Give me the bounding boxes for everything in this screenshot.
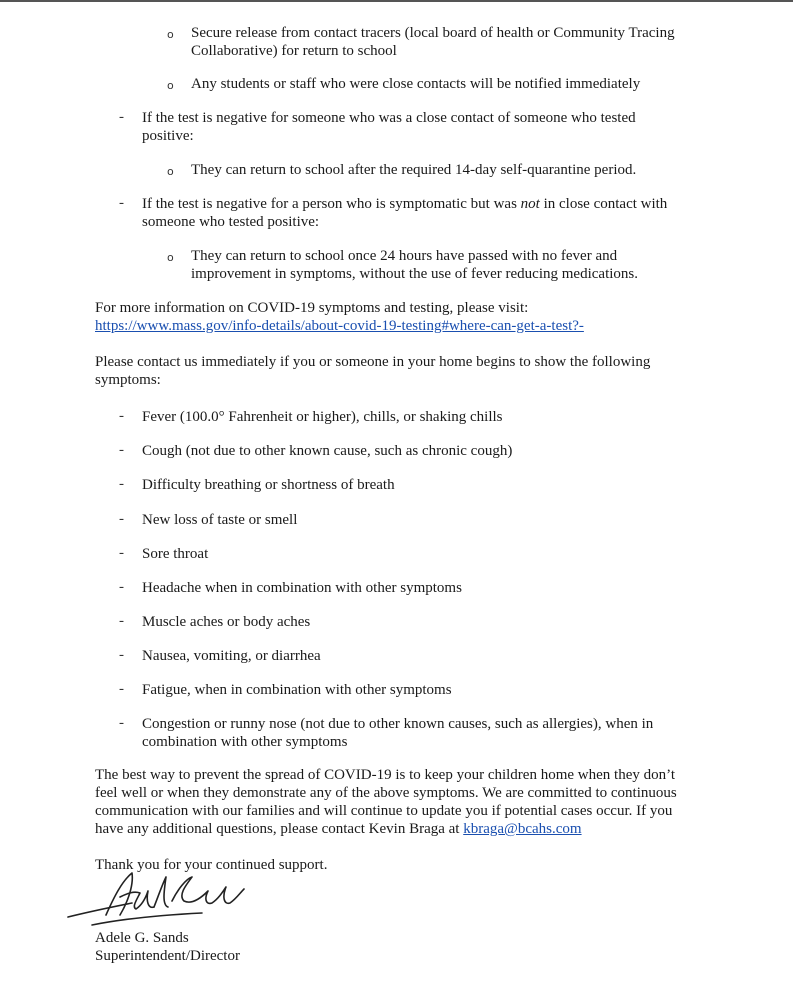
prevention-line-1: The best way to prevent the spread of COVID-19 is to keep your children home when they don’t: [95, 767, 675, 783]
prevention-line-2: feel well or when they demonstrate any of the above symptoms. We are committed to continuous: [95, 785, 677, 801]
dash-bullet: -: [119, 109, 124, 125]
symptomatic-line-1: If the test is negative for a person who is symptomatic but was not in close contact with: [142, 196, 668, 212]
sub-bullet-marker: o: [167, 28, 174, 41]
symptomatic-sub-line-1: They can return to school once 24 hours have passed with no fever and: [191, 248, 618, 264]
dash-bullet: -: [119, 681, 124, 697]
signer-name: Adele G. Sands: [95, 930, 189, 946]
close-contact-sub: They can return to school after the required 14-day self-quarantine period.: [191, 162, 637, 178]
symptom-taste: New loss of taste or smell: [142, 512, 298, 528]
email-link[interactable]: kbraga@bcahs.com: [463, 821, 582, 837]
symptom-aches: Muscle aches or body aches: [142, 614, 311, 630]
symptom-fatigue: Fatigue, when in combination with other symptoms: [142, 682, 452, 698]
dash-bullet: -: [119, 579, 124, 595]
dash-bullet: -: [119, 715, 124, 731]
sub-bullet-marker: o: [167, 251, 174, 264]
signature-image: [62, 867, 252, 933]
dash-bullet: -: [119, 613, 124, 629]
symptom-throat: Sore throat: [142, 546, 209, 562]
dash-bullet: -: [119, 647, 124, 663]
symptom-nausea: Nausea, vomiting, or diarrhea: [142, 648, 321, 664]
dash-bullet: -: [119, 442, 124, 458]
symptom-cough: Cough (not due to other known cause, such as chronic cough): [142, 443, 513, 459]
release-line-1: Secure release from contact tracers (local board of health or Community Tracing: [191, 25, 675, 41]
dash-bullet: -: [119, 545, 124, 561]
page-top-rule: [0, 0, 793, 2]
contact-line-1: Please contact us immediately if you or someone in your home begins to show the following: [95, 354, 651, 370]
symptom-fever: Fever (100.0° Fahrenheit or higher), chills, or shaking chills: [142, 409, 503, 425]
release-line-2: Collaborative) for return to school: [191, 43, 397, 59]
emphasis-not: not: [520, 196, 540, 212]
testing-info-link[interactable]: https://www.mass.gov/info-details/about-covid-19-testing#where-can-get-a-test?-: [95, 318, 584, 334]
sub-bullet-marker: o: [167, 79, 174, 92]
prevention-line-3: communication with our families and will continue to update you if potential cases occur. If you: [95, 803, 673, 819]
close-contact-line-1: If the test is negative for someone who was a close contact of someone who tested: [142, 110, 636, 126]
contact-line-2: symptoms:: [95, 372, 161, 388]
thanks-line: Thank you for your continued support.: [95, 857, 328, 873]
symptom-headache: Headache when in combination with other symptoms: [142, 580, 462, 596]
notified-line: Any students or staff who were close contacts will be notified immediately: [191, 76, 641, 92]
dash-bullet: -: [119, 408, 124, 424]
symptom-breathing: Difficulty breathing or shortness of breath: [142, 477, 395, 493]
prevention-line-4: have any additional questions, please contact Kevin Braga at kbraga@bcahs.com: [95, 821, 582, 837]
symptomatic-line-2: someone who tested positive:: [142, 214, 320, 230]
signer-title: Superintendent/Director: [95, 948, 240, 964]
dash-bullet: -: [119, 511, 124, 527]
sub-bullet-marker: o: [167, 165, 174, 178]
symptomatic-sub-line-2: improvement in symptoms, without the use of fever reducing medications.: [191, 266, 638, 282]
dash-bullet: -: [119, 195, 124, 211]
info-line: For more information on COVID-19 symptoms and testing, please visit:: [95, 300, 529, 316]
symptom-congestion-line-2: combination with other symptoms: [142, 734, 348, 750]
dash-bullet: -: [119, 476, 124, 492]
symptom-congestion-line-1: Congestion or runny nose (not due to other known causes, such as allergies), when in: [142, 716, 654, 732]
close-contact-line-2: positive:: [142, 128, 194, 144]
